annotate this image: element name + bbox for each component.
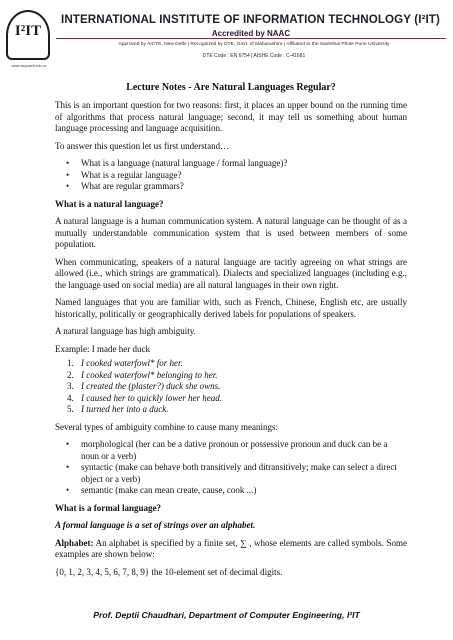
institute-name: INTERNATIONAL INSTITUTE OF INFORMATION TECHNOLOGY (I²IT) (61, 13, 440, 26)
approval-line: Approved by AICTE, New Delhi | Recognized by DTE, Govt. of Maharashtra | Affiliated to the Savitribai Phule Pune University (118, 42, 390, 47)
list-item (67, 369, 407, 382)
logo-text: I²IT (14, 23, 42, 39)
list-item: • What is a language (natural language / formal language)? (81, 158, 407, 170)
list-text: I turned her into a duck. (81, 404, 169, 414)
natural-paragraph-1: A natural language is a human communication system. A natural language can be thought of as a mutually understandable communication system that is used between members of some population. (55, 216, 407, 249)
list-text: I cooked waterfowl* belonging to her. (81, 369, 218, 380)
institute-logo (6, 10, 50, 60)
list-number: 5. (67, 404, 74, 414)
footer-author: Prof. Deptii Chaudhari, Department of Computer Engineering, I²IT (93, 610, 360, 620)
header-divider (56, 38, 446, 39)
list-item: • What is a regular language? (81, 170, 407, 182)
list-item: • What are regular grammars? (81, 181, 407, 193)
alphabet-text: An alphabet is specified by a finite set, ∑ , whose elements are called symbols. Some examples are shown below: (55, 537, 407, 559)
list-number: 4. (67, 392, 74, 403)
understand-line: To answer this question let us first understand… (55, 140, 230, 151)
list-number: 1. (67, 358, 74, 368)
list-item (67, 392, 407, 405)
institute-codes: DTE Code : EN 6754 | AISHE Code : C-41681 (202, 53, 306, 59)
list-text: I created the (plaster?) duck she owns. (81, 381, 221, 391)
letterhead (0, 0, 453, 78)
page-title: Lecture Notes - Are Natural Languages Regular? (126, 82, 336, 93)
digits-example: {0, 1, 2, 3, 4, 5, 6, 7, 8, 9} the 10-element set of decimal digits. (55, 566, 283, 577)
intro-paragraph: This is an important question for two reasons: first, it places an upper bound on the running time of algorithms that process natural language; second, it may tell us something about human language processing and language acquisition. (55, 100, 407, 133)
list-item: • morphological (her can be a dative pronoun or possessive pronoun and duck can be a noun or a verb) (81, 439, 407, 462)
natural-paragraph-2: When communicating, speakers of a natural language are tacitly agreeing on what strings are allowed (i.e., which strings are grammatical). Dialects and specialized languages (including e.g., the language used on social media) are all natural languages in their own right. (55, 256, 407, 290)
list-number: 3. (67, 381, 74, 391)
list-item: • semantic (make can mean create, cause, cook ...) (81, 485, 407, 497)
list-item (67, 381, 407, 393)
list-item (67, 404, 407, 416)
list-text: I cooked waterfowl* for her. (81, 358, 183, 368)
alphabet-label: Alphabet: (55, 537, 94, 548)
ambiguity-paragraph: A natural language has high ambiguity. (55, 326, 196, 336)
logo-website: www.isquareit.edu.in (11, 64, 47, 68)
alphabet-paragraph (55, 538, 407, 561)
question-list (55, 158, 407, 193)
heading-natural-language: What is a natural language? (55, 198, 164, 209)
ambiguity-types-intro: Several types of ambiguity combine to cause many meanings: (55, 421, 278, 432)
example-list (55, 358, 407, 416)
heading-formal-language: What is a formal language? (55, 502, 162, 513)
list-text: I caused her to quickly lower her head. (81, 392, 222, 403)
example-line: Example: I made her duck (55, 343, 150, 354)
list-number: 2. (67, 369, 74, 380)
accreditation: Accredited by NAAC (211, 29, 291, 38)
formal-definition: A formal language is a set of strings over an alphabet. (55, 520, 256, 530)
natural-paragraph-3: Named languages that you are familiar with, such as French, Chinese, English etc, are usually historically, politically or geographically derived labels for populations of speakers. (55, 297, 407, 319)
ambiguity-type-list (55, 439, 407, 497)
list-item (67, 358, 407, 370)
list-item: • syntactic (make can behave both transitively and ditransitively; make can select a direct object or a verb) (81, 462, 407, 485)
document-body (55, 82, 407, 584)
